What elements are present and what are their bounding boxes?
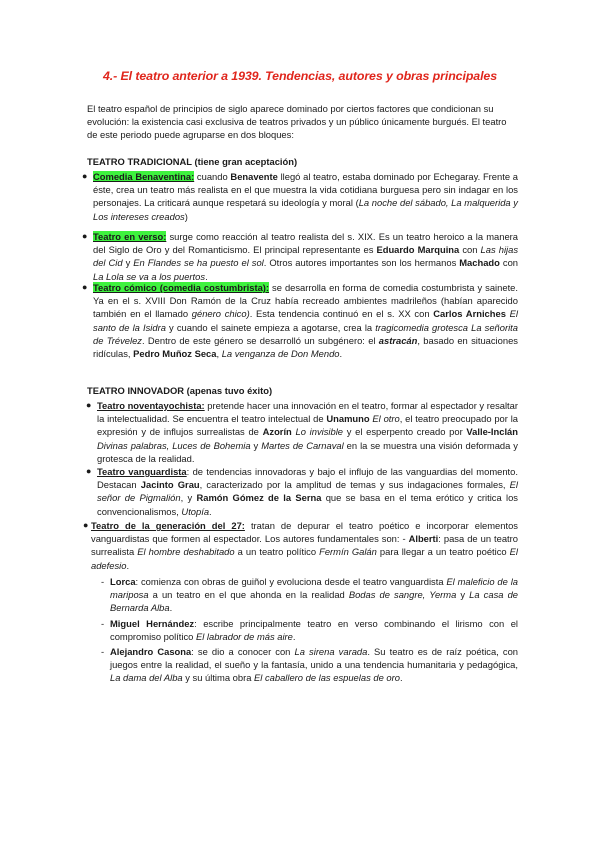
list-item-teatro-noventayochista [86,399,518,465]
work-title: Las hijas del Cid [93,244,519,269]
section-title: TEATRO TRADICIONAL [87,156,192,167]
author-name: Valle-Inclán [466,426,518,438]
item-text: cuando [194,171,231,182]
work-title: tragicomedia grotesca La señorita de Trévelez [93,321,519,346]
list-item-comedia-benaventina [82,170,518,223]
bullet-icon: ● [86,400,92,410]
item-text: . [399,672,403,684]
item-text: . Otros autores importantes son los hermanos [263,257,460,269]
item-text: tratan de depurar el teatro poético e incorporar elementos vanguardistas que formen al espectador. Los autores fundamentales son: - [91,520,518,545]
item-text: : escribe principalmente teatro en verso combinando el lirismo con el compromiso político [110,618,518,643]
section-heading-innovador [87,385,272,396]
item-text: , el teatro preocupado por la expresión y de influjos surrealistas de [97,413,518,438]
item-text: . [339,348,343,360]
work-title: El otro [372,413,400,425]
bullet-icon: ● [82,231,88,241]
item-label: Comedia Benaventina: [93,171,195,182]
author-name: Ramón Gómez de la Serna [196,492,322,504]
work-title: El señor de Pigmalión [97,479,519,504]
item-text: . [126,559,130,571]
item-text: . Esta tendencia continuó en el s. XX con [249,308,434,320]
page-title: 4.- El teatro anterior a 1939. Tendencias, autores y obras principales [102,69,497,83]
item-text: pretende hacer una innovación en el teatro, formar al espectador y resaltar la intelectualidad. Se encuentra el teatro intelectual de [97,400,518,425]
work-title: La casa de Bernarda Alba [110,589,518,614]
item-label: Teatro en verso: [93,231,167,242]
work-title: El adefesio [91,546,519,571]
author-name: Jacinto Grau [140,479,200,491]
intro-paragraph: El teatro español de principios de siglo aparece dominado por ciertos factores que condicionan su evolución: la existencia casi exclusiva de teatros privados y un público únicamente burgués. El teatro de este periodo puede agruparse en dos bloques: [87,103,507,141]
item-text: que se basa en el tema erótico y critica los convencionalismos, [97,492,518,517]
item-text: en la se muestra una visión deformada y grotesca de la realidad. [97,439,518,464]
work-title: Martes de Carnaval [261,439,344,451]
dash-marker: - [101,646,105,657]
author-name: Alejandro Casona [110,646,192,657]
work-title: La venganza de Don Mendo [221,348,340,360]
item-text: : pasa de un teatro surrealista [91,533,518,558]
item-label: Teatro de la generación del 27: [91,520,245,531]
author-name: Carlos Arniches [433,308,506,320]
list-item-generacion-27 [83,519,519,572]
item-text: surge como reacción al teatro realista del s. XIX. Es un teatro heroico a la manera del Siglo de Oro y del Romanticismo. El principal representante es [93,231,518,256]
item-text: : se dio a conocer con [191,646,295,657]
dash-marker: - [101,576,105,587]
item-text: , [216,348,222,360]
bullet-icon: ● [82,171,88,181]
author-name: Benavente [230,171,278,182]
work-title: Divinas palabras, Luces de Bohemia [97,439,251,451]
author-name: Azorín [262,426,292,438]
item-text: y [456,589,470,601]
work-title: Fermín Galán [319,546,377,558]
list-item-alejandro-casona [101,645,518,685]
author-name: Eduardo Marquina [376,244,460,256]
work-title: La Lola se va a los puertos [93,270,206,282]
item-label: Teatro vanguardista [97,466,187,477]
list-item-lorca [101,575,518,615]
author-name: Pedro Muñoz Seca [133,348,217,360]
work-title: El hombre deshabitado [137,546,235,558]
subgenre-name: astracán [378,334,418,346]
item-text: . [292,631,296,643]
work-title: La sirena varada [294,646,368,657]
list-item-miguel-hernandez [101,617,518,643]
item-text: . [209,505,212,517]
item-text: . Dentro de este género se desarrolló un subgénero: el [141,334,379,346]
work-title: Utopía [181,505,210,517]
work-title: género chico) [191,308,250,320]
item-text: ) [184,210,188,222]
item-text: . [205,270,208,282]
bullet-icon: ● [82,282,88,292]
item-text: y su última obra [182,672,255,684]
item-text: con [459,244,481,256]
work-title: El labrador de más aire [195,631,293,643]
section-heading-tradicional [87,156,297,167]
work-title: La noche del sábado, La malquerida y Los intereses creados [93,197,518,222]
section-note: (apenas tuvo éxito) [186,385,273,396]
item-text: . Su teatro es de raíz poética, con juegos entre la realidad, el sueño y la fantasía, unido a una tendencia humanitaria y pedagógica, [110,646,518,671]
item-text: con [499,257,518,269]
author-name: Unamuno [326,413,370,425]
item-text: , y [180,492,197,504]
dash-marker: - [101,618,105,629]
author-name: Miguel Hernández [110,618,195,629]
work-title: El caballero de las espuelas de oro [254,672,400,684]
item-text: y cuando el sainete empieza a agotarse, crea la [165,321,376,333]
list-item-teatro-en-verso [82,230,519,283]
bullet-icon: ● [83,520,89,530]
item-text: llegó al teatro, estaba dominado por Echegaray. Frente a éste, crea un teatro más realista en el que muestra la vida cotidiana burguesa pero sin indagar en los personajes. La criticará aunque respetará su ideología y moral ( [93,171,518,209]
item-text: : de tendencias innovadoras y bajo el influjo de las vanguardias del momento. Destacan [97,466,518,491]
work-title: El maleficio de la mariposa [110,576,518,601]
item-text: , caracterizado por la amplitud de temas y sus indagaciones formales, [199,479,510,491]
work-title: El santo de la Isidra [93,308,518,333]
work-title: Lo invisible [295,426,343,438]
item-text: y [122,257,134,269]
item-text: para llegar a un teatro poético [376,546,510,558]
item-text: . [169,602,173,614]
work-title: En Flandes se ha puesto el sol [133,257,264,269]
item-label: Teatro cómico (comedia costumbrista): [93,282,270,293]
work-title: Bodas de sangre, Yerma [348,589,457,601]
section-note: (tiene gran aceptación) [194,156,298,167]
author-name: Machado [459,257,500,269]
item-text: y [250,439,262,451]
item-text: y el esperpento creado por [343,426,467,438]
item-text: a un teatro en el que ahonda en la realidad [148,589,349,601]
item-label: Teatro noventayochista: [97,400,205,411]
section-title: TEATRO INNOVADOR [87,385,185,396]
item-text: : comienza con obras de guiñol y evoluciona desde el teatro vanguardista [135,576,447,587]
item-text: , basado en situaciones ridículas, [93,334,518,360]
bullet-icon: ● [86,466,92,476]
work-title: La dama del Alba [110,672,183,684]
list-item-teatro-comico [82,281,519,360]
item-text: a un teatro político [234,546,320,558]
list-item-teatro-vanguardista [86,465,519,518]
author-name: Alberti [408,533,439,545]
item-text: se desarrolla en forma de comedia costumbrista y sainete. Ya en el s. XVIII Don Ramón de la Cruz había recreado ambientes madrileños (habían aparecido también en el llamado [93,282,518,320]
author-name: Lorca [110,576,136,587]
